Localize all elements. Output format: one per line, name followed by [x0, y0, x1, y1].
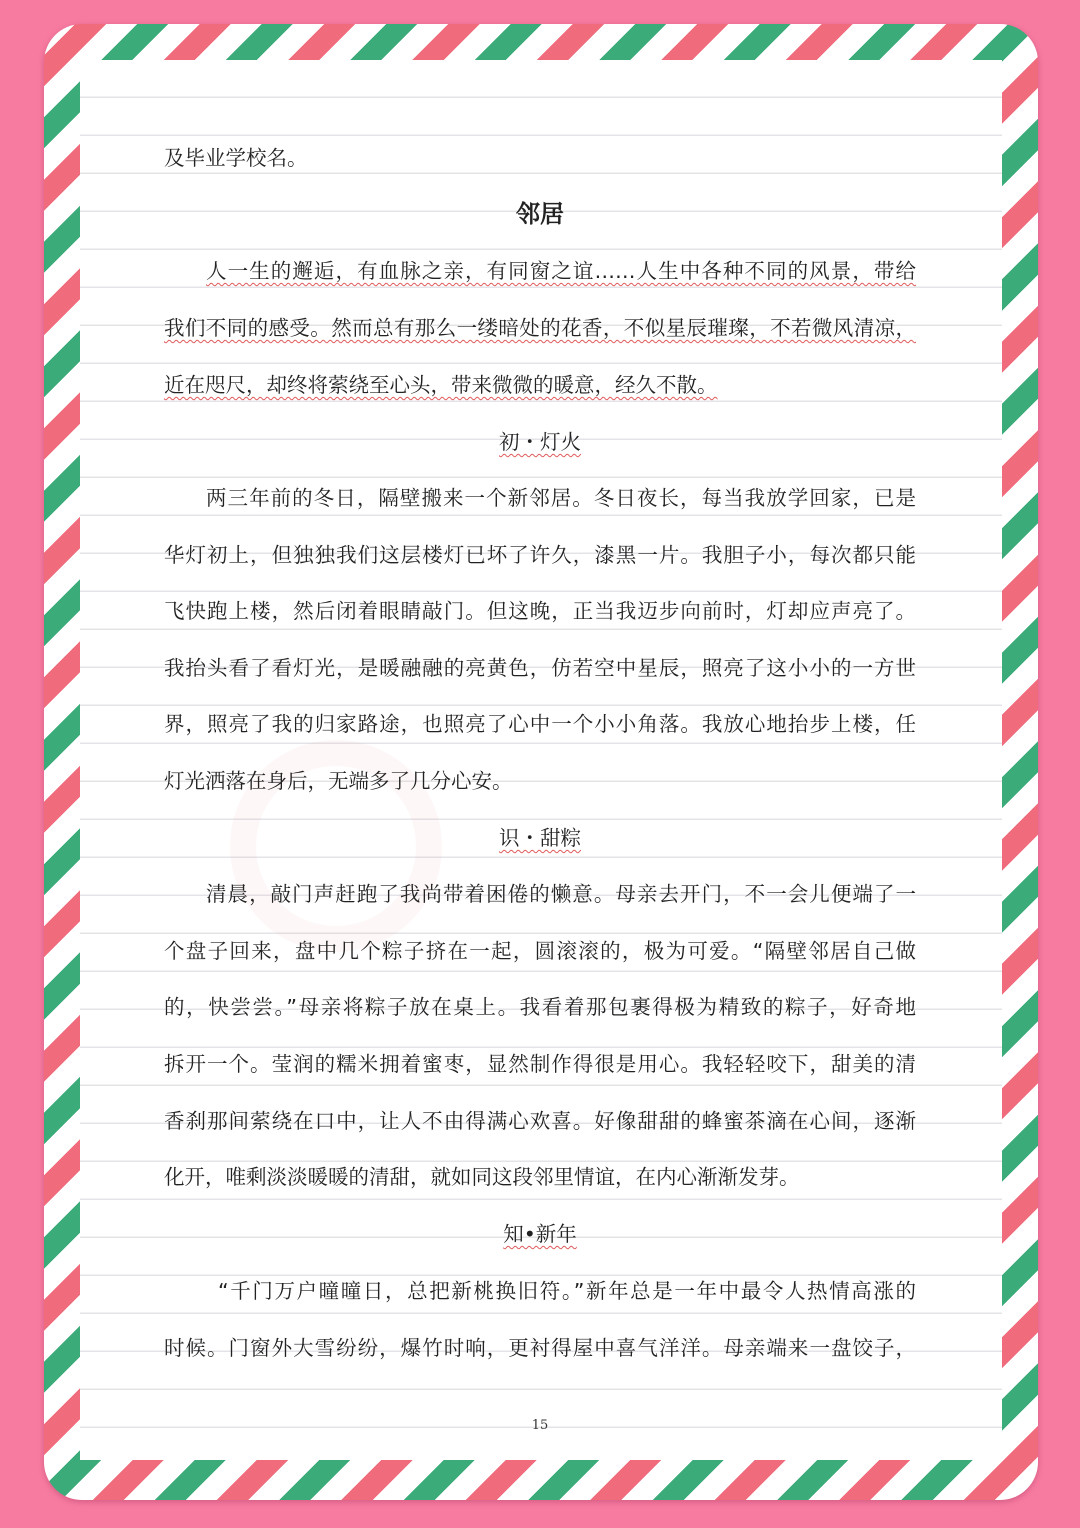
text-line: 我们不同的感受。然而总有那么一缕暗处的花香，不似星辰璀璨，不若微风清凉，: [164, 316, 916, 340]
text-line: 华灯初上，但独独我们这层楼灯已坏了许久，漆黑一片。我胆子小，每次都只能: [164, 543, 916, 567]
text-line: 我抬头看了看灯光，是暖融融的亮黄色，仿若空中星辰，照亮了这小小的一方世: [164, 656, 916, 680]
text-line: 灯光洒落在身后，无端多了几分心安。: [164, 769, 513, 793]
text-line: 的，快尝尝。”母亲将粽子放在桌上。我看着那包裹得极为精致的粽子，好奇地: [164, 995, 916, 1019]
essay-title: 邻居: [516, 200, 564, 228]
section-heading: [164, 427, 916, 457]
text-line: 人一生的邂逅，有血脉之亲，有同窗之谊……人生中各种不同的风景，带给: [206, 259, 916, 283]
text-line: 界，照亮了我的归家路途，也照亮了心中一个小小角落。我放心地抬步上楼，任: [164, 712, 916, 736]
text-line: 香刹那间萦绕在口中，让人不由得满心欢喜。好像甜甜的蜂蜜茶滴在心间，逐渐: [164, 1109, 916, 1133]
text-line: 飞快跑上楼，然后闭着眼睛敲门。但这晚，正当我迈步向前时，灯却应声亮了。: [164, 599, 916, 623]
section-heading-text: 初・灯火: [499, 430, 581, 454]
text-line: 两三年前的冬日，隔壁搬来一个新邻居。冬日夜长，每当我放学回家，已是: [206, 486, 916, 510]
section-heading-text: 识・甜粽: [499, 826, 581, 850]
section-heading: [164, 823, 916, 853]
text-line: “千门万户曈曈日，总把新桃换旧符。”新年总是一年中最令人热情高涨的: [218, 1279, 916, 1303]
text-line: 及毕业学校名。: [164, 146, 308, 170]
text-line: 时候。门窗外大雪纷纷，爆竹时响，更衬得屋中喜气洋洋。母亲端来一盘饺子，: [164, 1336, 916, 1360]
text-line: 化开，唯剩淡淡暖暖的清甜，就如同这段邻里情谊，在内心渐渐发芽。: [164, 1165, 800, 1189]
text-line: 个盘子回来，盘中几个粽子挤在一起，圆滚滚的，极为可爱。“隔壁邻居自己做: [164, 939, 916, 963]
text-line-content: 近在咫尺，却终将萦绕至心头，带来微微的暖意，经久不散。: [164, 373, 718, 397]
page-number: 15: [531, 1418, 549, 1433]
section-heading: [164, 1219, 916, 1249]
section-heading-text: 知•新年: [503, 1222, 577, 1246]
text-line: [164, 370, 916, 400]
text-line: 拆开一个。莹润的糯米拥着蜜枣，显然制作得很是用心。我轻轻咬下，甜美的清: [164, 1052, 916, 1076]
text-line: 清晨，敲门声赶跑了我尚带着困倦的懒意。母亲去开门，不一会儿便端了一: [206, 882, 916, 906]
